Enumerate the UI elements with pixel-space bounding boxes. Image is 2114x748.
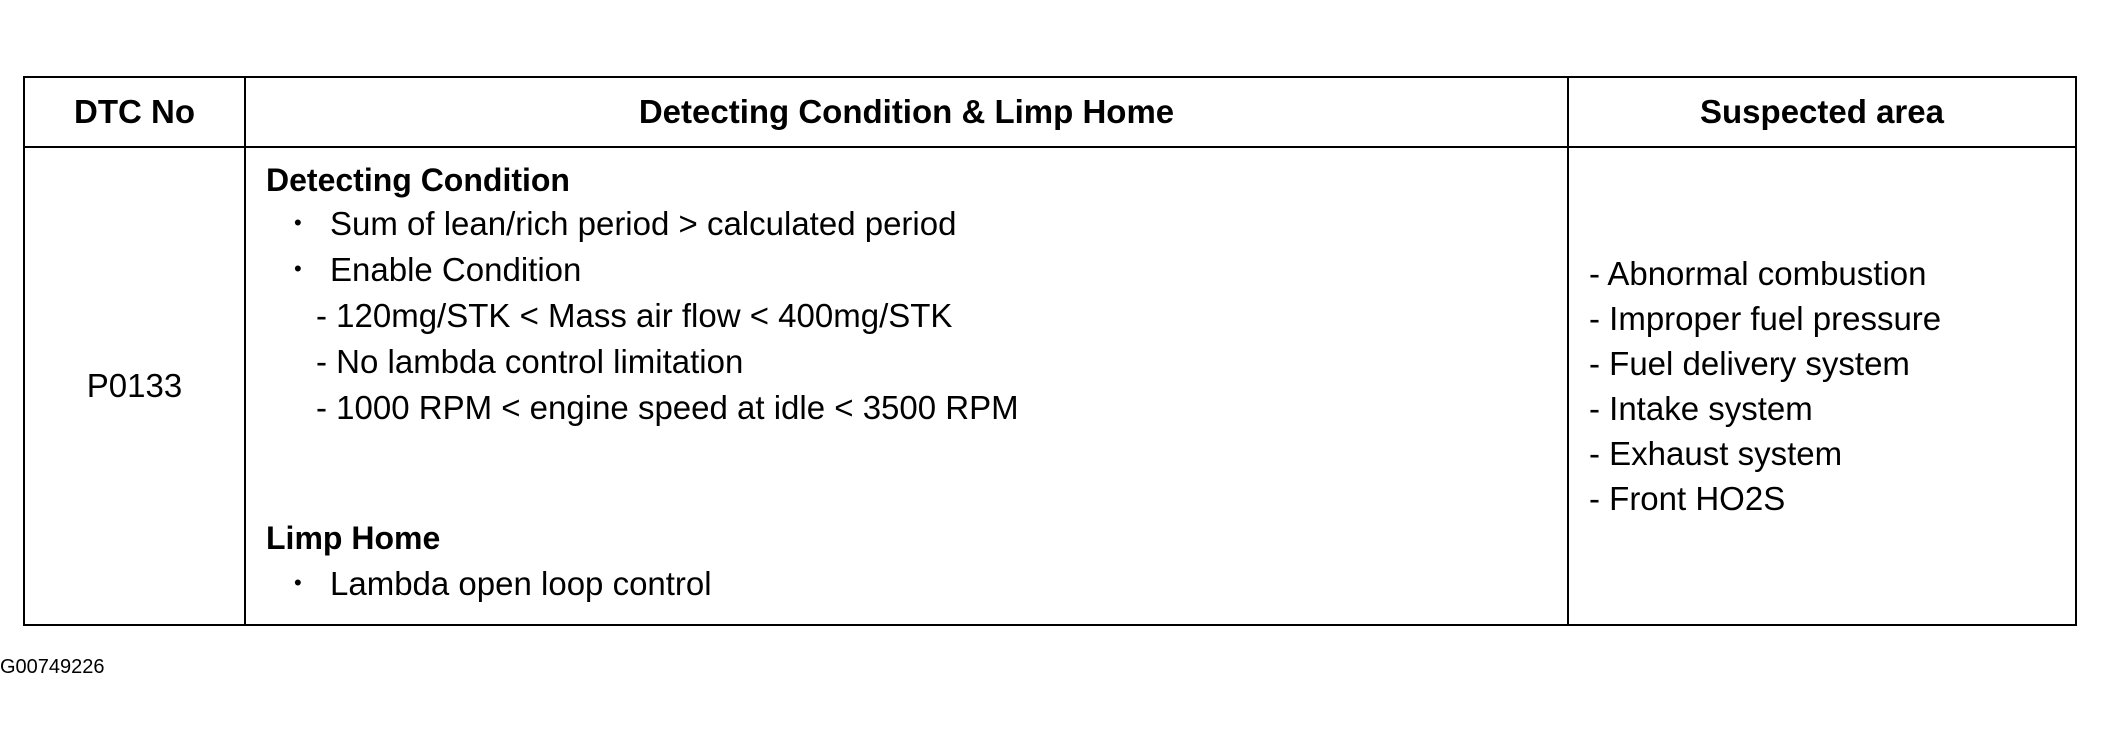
table-header-row <box>24 77 2076 147</box>
header-detecting-condition: Detecting Condition & Limp Home <box>245 77 1568 147</box>
suspected-area-item: - Abnormal combustion <box>1589 255 1927 292</box>
limp-home-title: Limp Home <box>266 520 441 556</box>
detecting-condition-title: Detecting Condition <box>266 162 570 198</box>
suspected-area-item: - Intake system <box>1589 390 1813 427</box>
condition-cell <box>245 147 1568 625</box>
suspected-area-item: - Front HO2S <box>1589 480 1786 517</box>
limp-bullet-item: • Lambda open loop control <box>294 565 712 602</box>
suspected-area-item: - Exhaust system <box>1589 435 1843 472</box>
bullet-icon: • <box>294 256 302 282</box>
detecting-bullet-item: • Sum of lean/rich period > calculated period <box>294 205 957 242</box>
header-dtc-no: DTC No <box>24 77 245 147</box>
detecting-bullet-item: • Enable Condition <box>294 251 582 288</box>
bullet-icon: • <box>294 210 302 236</box>
header-suspected-area: Suspected area <box>1568 77 2076 147</box>
dtc-code: P0133 <box>24 147 245 625</box>
suspected-area-item: - Fuel delivery system <box>1589 345 1910 382</box>
enable-sub-item: - No lambda control limitation <box>316 343 744 380</box>
dtc-table <box>23 76 2077 626</box>
enable-sub-item: - 120mg/STK < Mass air flow < 400mg/STK <box>316 297 953 334</box>
enable-sub-item: - 1000 RPM < engine speed at idle < 3500 RPM <box>316 389 1019 426</box>
suspected-area-cell <box>1568 147 2076 625</box>
bullet-icon: • <box>294 570 302 596</box>
table-row <box>24 147 2076 625</box>
suspected-area-list <box>1569 251 2075 521</box>
figure-id-label: G00749226 <box>0 656 105 678</box>
suspected-area-item: - Improper fuel pressure <box>1589 300 1942 337</box>
